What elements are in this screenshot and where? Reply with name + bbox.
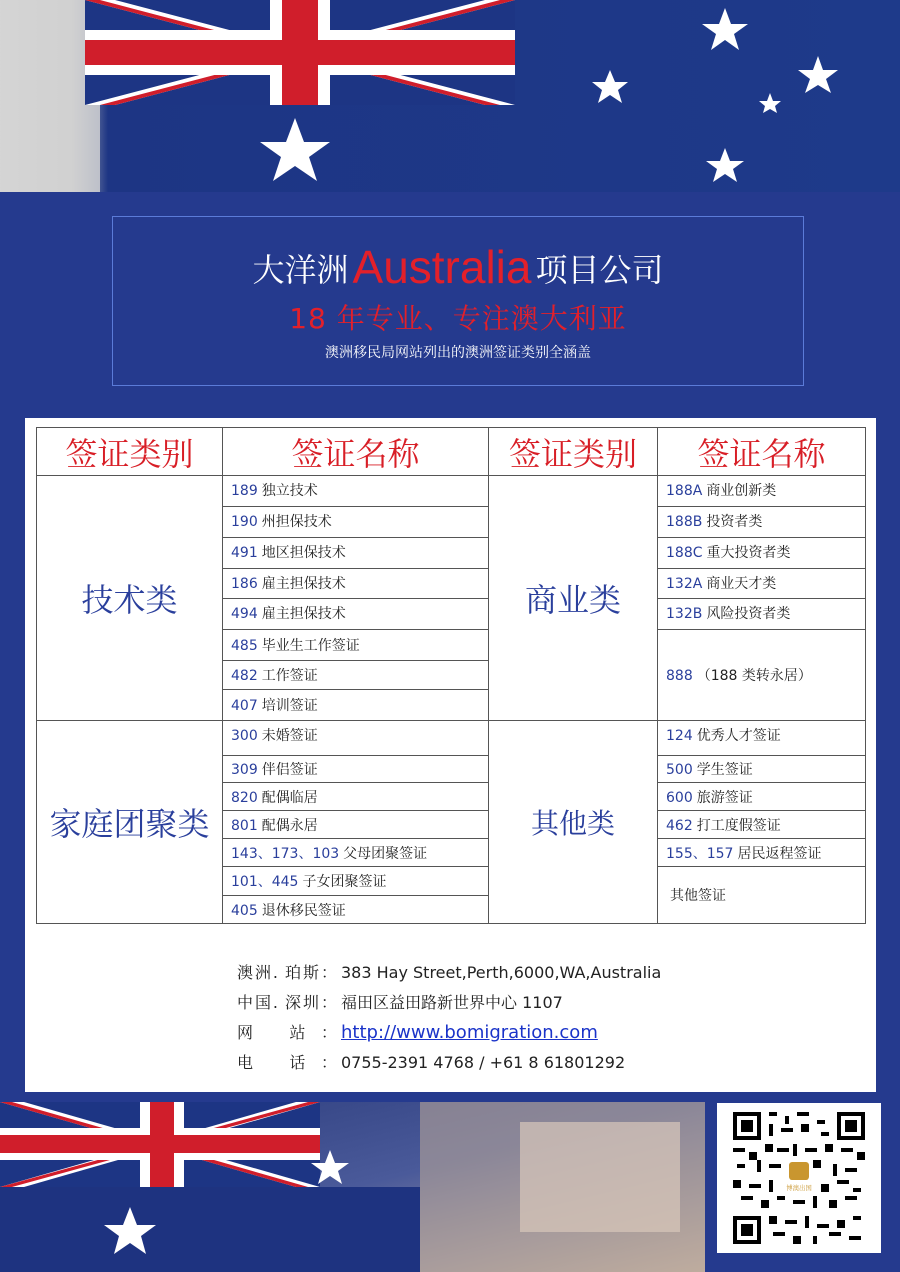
visa-item: 482 工作签证	[223, 661, 489, 690]
contact-perth	[237, 958, 797, 988]
title-prefix: 大洋洲	[252, 251, 349, 289]
contact-info	[237, 958, 797, 1078]
visa-item: 155、157 居民返程签证	[658, 839, 866, 867]
header-category-right: 签证类别	[489, 428, 658, 476]
visa-item: 300 未婚签证	[223, 721, 489, 756]
header-name-right: 签证名称	[658, 428, 866, 476]
shenzhen-address: 福田区益田路新世界中心 1107	[341, 993, 563, 1012]
contact-website	[237, 1018, 797, 1048]
category-business: 商业类	[489, 476, 658, 721]
website-label: 网 站：	[237, 1023, 337, 1042]
qr-code[interactable]	[717, 1103, 881, 1253]
subline: 澳洲移民局网站列出的澳洲签证类别全涵盖	[325, 345, 591, 361]
visa-item: 其他签证	[658, 867, 866, 924]
header-category-left: 签证类别	[37, 428, 223, 476]
header-box	[112, 216, 804, 386]
perth-address: 383 Hay Street,Perth,6000,WA,Australia	[341, 963, 662, 982]
visa-item: 188B 投资者类	[658, 507, 866, 538]
visa-item: 407 培训签证	[223, 690, 489, 721]
visa-item: 485 毕业生工作签证	[223, 630, 489, 661]
phone-label: 电 话：	[237, 1053, 337, 1072]
category-other: 其他类	[489, 721, 658, 924]
top-flag-banner	[0, 0, 900, 192]
title-accent: Australia	[352, 241, 532, 293]
visa-item: 189 独立技术	[223, 476, 489, 507]
visa-item: 132A 商业天才类	[658, 569, 866, 599]
contact-phone	[237, 1048, 797, 1078]
table-row	[37, 476, 866, 507]
visa-item: 600 旅游签证	[658, 783, 866, 811]
table-header-row	[37, 428, 866, 476]
visa-item: 188C 重大投资者类	[658, 538, 866, 569]
visa-item: 491 地区担保技术	[223, 538, 489, 569]
visa-item: 132B 风险投资者类	[658, 599, 866, 630]
company-title	[113, 239, 803, 295]
visa-item: 186 雇主担保技术	[223, 569, 489, 599]
visa-item: 309 伴侣签证	[223, 756, 489, 783]
visa-item: 405 退休移民签证	[223, 896, 489, 924]
svg-text:博澳出国: 博澳出国	[786, 1184, 812, 1192]
bottom-flag-banner	[0, 1102, 705, 1272]
contact-shenzhen	[237, 988, 797, 1018]
visa-item: 124 优秀人才签证	[658, 721, 866, 756]
visa-item: 820 配偶临居	[223, 783, 489, 811]
phone-number: 0755-2391 4768 / +61 8 61801292	[341, 1053, 626, 1072]
header-name-left: 签证名称	[223, 428, 489, 476]
category-family: 家庭团聚类	[37, 721, 223, 924]
visa-item: 888 （188 类转永居）	[658, 630, 866, 721]
title-suffix: 项目公司	[535, 251, 664, 289]
visa-item: 494 雇主担保技术	[223, 599, 489, 630]
website-link[interactable]: http://www.bomigration.com	[341, 1022, 598, 1043]
visa-item: 143、173、103 父母团聚签证	[223, 839, 489, 867]
union-jack-icon	[0, 1102, 320, 1187]
qr-code-icon	[733, 1111, 865, 1245]
visa-item: 462 打工度假签证	[658, 811, 866, 839]
perth-label: 澳洲. 珀斯：	[237, 963, 337, 982]
table-row	[37, 721, 866, 756]
visa-table	[36, 427, 866, 924]
category-skilled: 技术类	[37, 476, 223, 721]
visa-item: 801 配偶永居	[223, 811, 489, 839]
shenzhen-label: 中国. 深圳：	[237, 993, 337, 1012]
visa-item: 188A 商业创新类	[658, 476, 866, 507]
visa-item: 101、445 子女团聚签证	[223, 867, 489, 896]
visa-item: 190 州担保技术	[223, 507, 489, 538]
visa-item: 500 学生签证	[658, 756, 866, 783]
tagline: 18 年专业、专注澳大利亚	[289, 302, 627, 335]
logo-icon	[789, 1162, 809, 1180]
union-jack-icon	[85, 0, 515, 105]
